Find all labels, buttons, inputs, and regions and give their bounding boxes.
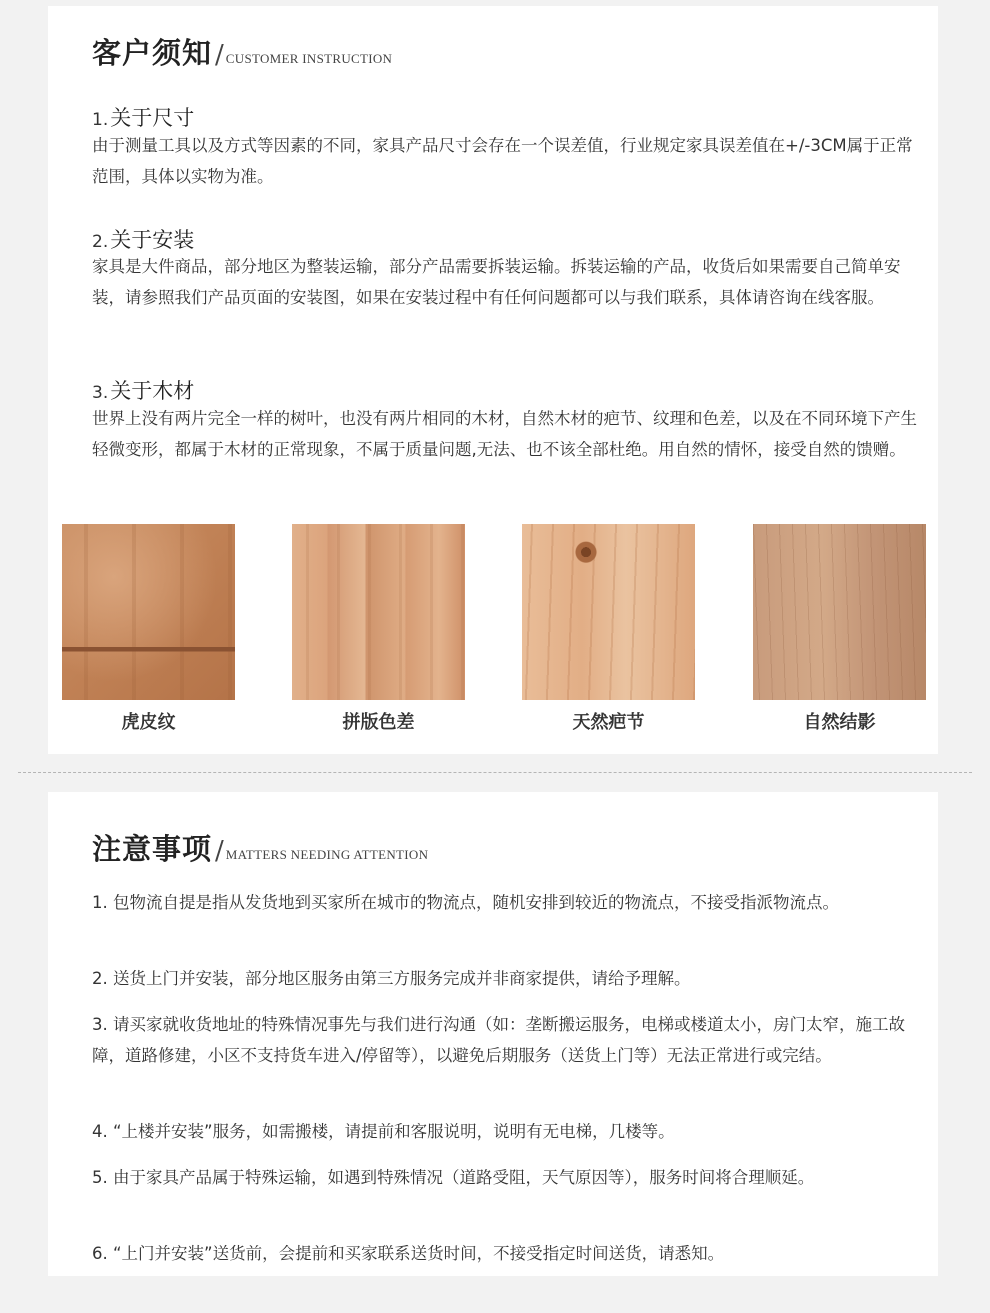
attention-item: 6. “上门并安装”送货前，会提前和买家联系送货时间，不接受指定时间送货，请悉知。 (92, 1244, 725, 1263)
section-title-wood: 3.关于木材 (92, 379, 195, 403)
attention-card (48, 792, 938, 1276)
attention-item: 2. 送货上门并安装，部分地区服务由第三方服务完成并非商家提供，请给予理解。 (92, 969, 691, 988)
wood-sample-knot (522, 524, 695, 700)
wood-label: 拼版色差 (342, 712, 415, 733)
customer-instruction-card (48, 6, 938, 754)
wood-label: 虎皮纹 (121, 712, 176, 733)
attention-item: 1. 包物流自提是指从发货地到买家所在城市的物流点，随机安排到较近的物流点，不接受指派物流点。 (92, 893, 839, 912)
wood-sample-tiger-stripe (62, 524, 235, 700)
heading-slash: / (215, 40, 224, 70)
heading-zh: 注意事项 (92, 832, 213, 866)
heading-en: CUSTOMER INSTRUCTION (225, 51, 393, 66)
heading-slash: / (215, 836, 224, 866)
wood-label: 天然疤节 (572, 712, 645, 733)
heading-en: MATTERS NEEDING ATTENTION (225, 847, 429, 862)
section-title-size: 1.关于尺寸 (92, 106, 195, 130)
attention-item: 3. 请买家就收货地址的特殊情况事先与我们进行沟通（如：垄断搬运服务，电梯或楼道太小，房门太窄，施工故障，道路修建，小区不支持货车进入/停留等），以避免后期服务（送货上门等）无法正常进行或完结。 (92, 1015, 905, 1065)
attention-item: 4. “上楼并安装”服务，如需搬楼，请提前和客服说明，说明有无电梯，几楼等。 (92, 1122, 675, 1141)
section-title-install: 2.关于安装 (92, 228, 195, 252)
section-body-size: 由于测量工具以及方式等因素的不同，家具产品尺寸会存在一个误差值，行业规定家具误差值在+/-3CM属于正常范围，具体以实物为准。 (92, 136, 913, 186)
wood-sample-grain (753, 524, 926, 700)
wood-label: 自然结影 (803, 712, 876, 733)
attention-heading (92, 832, 428, 866)
section-body-wood: 世界上没有两片完全一样的树叶，也没有两片相同的木材，自然木材的疤节、纹理和色差，以及在不同环境下产生轻微变形，都属于木材的正常现象，不属于质量问题,无法、也不该全部杜绝。用自然的情怀，接受自然的馈赠。 (92, 409, 917, 459)
customer-instruction-heading (92, 36, 392, 70)
heading-zh: 客户须知 (92, 36, 213, 70)
section-body-install: 家具是大件商品，部分地区为整装运输，部分产品需要拆装运输。拆装运输的产品，收货后如果需要自己简单安装，请参照我们产品页面的安装图，如果在安装过程中有任何问题都可以与我们联系，具体请咨询在线客服。 (92, 257, 901, 307)
wood-sample-panel-color (292, 524, 465, 700)
attention-item: 5. 由于家具产品属于特殊运输，如遇到特殊情况（道路受阻，天气原因等），服务时间将合理顺延。 (92, 1168, 815, 1187)
section-divider (18, 772, 972, 773)
